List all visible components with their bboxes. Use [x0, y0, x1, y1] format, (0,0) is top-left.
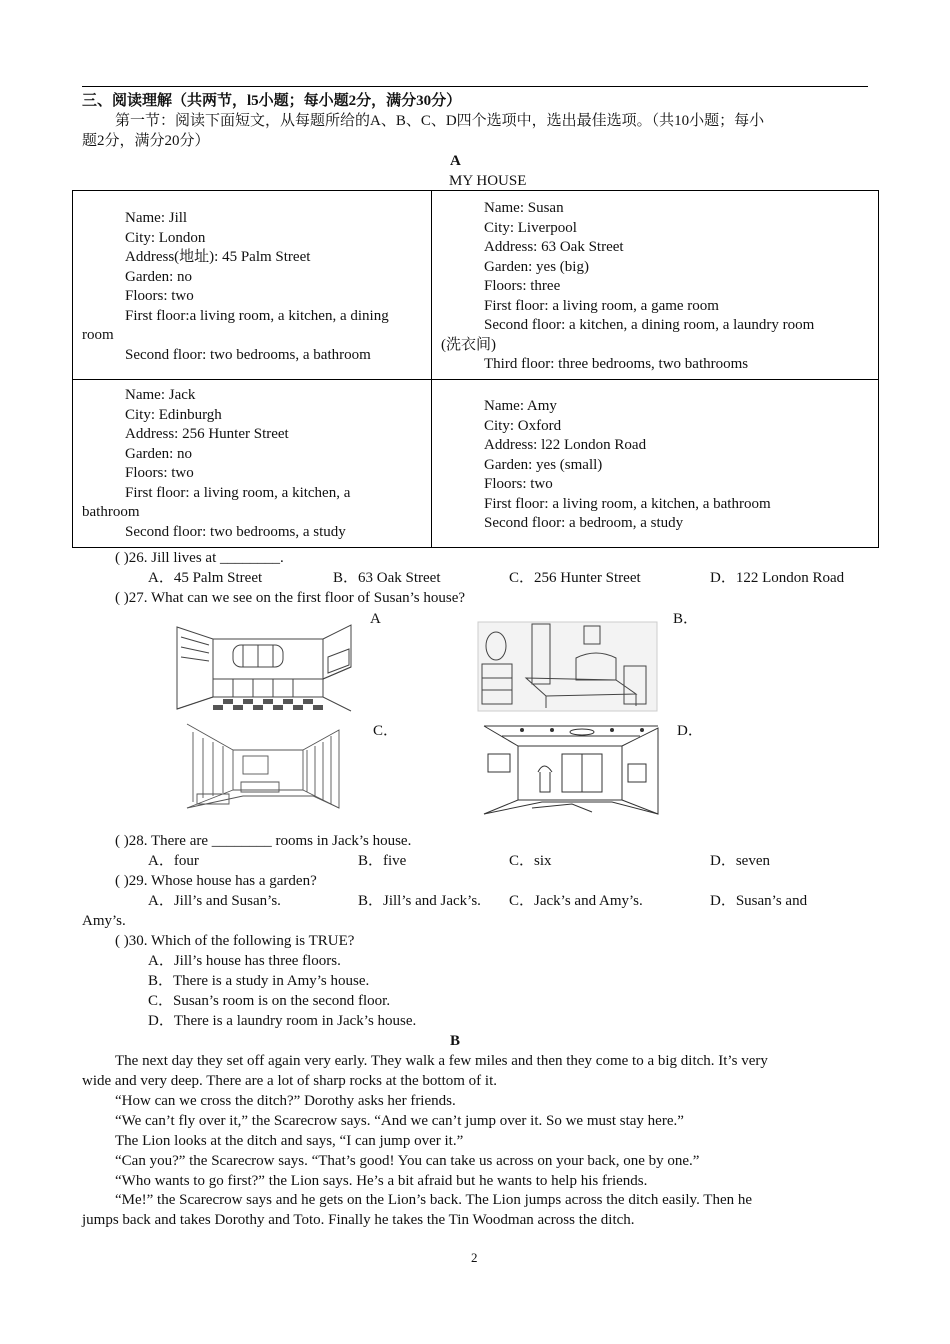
- bedroom-sketch-image: [476, 620, 659, 713]
- jill-garden: Garden: no: [125, 268, 193, 285]
- jill-first-floor: First floor:a living room, a kitchen, a dining: [125, 307, 389, 324]
- passage-b-line-9: jumps back and takes Dorothy and Toto. Finally he takes the Tin Woodman across the ditch.: [82, 1212, 635, 1228]
- susan-floors: Floors: three: [484, 278, 561, 294]
- q26-option-c: C．256 Hunter Street: [509, 570, 641, 586]
- cell-jack: [73, 380, 432, 548]
- q30-option-d: D．There is a laundry room in Jack’s house.: [148, 1013, 417, 1029]
- q28-option-b: B．five: [358, 853, 407, 869]
- susan-garden: Garden: yes (big): [484, 258, 589, 275]
- q29-option-b: B．Jill’s and Jack’s.: [358, 893, 481, 909]
- section-title: 三、阅读理解（共两节，l5小题；每小题2分，满分30分）: [82, 93, 462, 109]
- jack-second-floor: Second floor: two bedrooms, a study: [125, 523, 346, 540]
- jill-address: Address(地址): 45 Palm Street: [125, 249, 311, 265]
- q26-option-a: A．45 Palm Street: [148, 570, 263, 586]
- q27-option-a-label: A: [370, 611, 381, 627]
- amy-name: Name: Amy: [484, 398, 557, 414]
- susan-name: Name: Susan: [484, 200, 564, 216]
- cell-amy: [432, 380, 879, 548]
- amy-address: Address: l22 London Road: [484, 437, 647, 453]
- q26-option-b: B．63 Oak Street: [333, 570, 441, 586]
- amy-garden: Garden: yes (small): [484, 456, 603, 473]
- living-room-sketch-image: [183, 720, 343, 812]
- q29-option-d-cont: Amy’s.: [82, 913, 126, 929]
- jill-name: Name: Jill: [125, 210, 188, 226]
- passage-b-line-5: The Lion looks at the ditch and says, “I can jump over it.”: [115, 1133, 464, 1149]
- passage-b-line-3: “How can we cross the ditch?” Dorothy asks her friends.: [115, 1093, 456, 1109]
- q27-stem: ( )27. What can we see on the first floor of Susan’s house?: [115, 590, 466, 606]
- q30-option-a: A．Jill’s house has three floors.: [148, 953, 341, 969]
- q28-option-c: C．six: [509, 853, 552, 869]
- q27-option-c-label: C．: [373, 723, 399, 739]
- susan-city: City: Liverpool: [484, 219, 577, 236]
- passage-b-line-4: “We can’t fly over it,” the Scarecrow says. “And we can’t jump over it. So we must stay here.”: [115, 1113, 684, 1129]
- jack-address: Address: 256 Hunter Street: [125, 426, 289, 442]
- jack-garden: Garden: no: [125, 445, 193, 462]
- susan-second-floor-cont: (洗衣间): [441, 336, 496, 353]
- q30-option-b: B．There is a study in Amy’s house.: [148, 973, 370, 989]
- q28-option-d: D．seven: [710, 853, 770, 869]
- instruction-line-2: 题2分，满分20分）: [82, 133, 210, 149]
- jack-first-floor: First floor: a living room, a kitchen, a: [125, 484, 351, 501]
- q28-option-a: A．four: [148, 853, 199, 869]
- page-number: 2: [471, 1250, 478, 1265]
- passage-b-line-2: wide and very deep. There are a lot of sharp rocks at the bottom of it.: [82, 1073, 497, 1089]
- susan-first-floor: First floor: a living room, a game room: [484, 297, 719, 314]
- jill-first-floor-cont: room: [82, 327, 114, 343]
- passage-b-line-8: “Me!” the Scarecrow says and he gets on the Lion’s back. The Lion jumps across the ditch easily. Then he: [115, 1192, 753, 1208]
- passage-a-title: MY HOUSE: [449, 173, 527, 189]
- q26-option-d: D．122 London Road: [710, 570, 845, 586]
- jill-second-floor: Second floor: two bedrooms, a bathroom: [125, 346, 371, 363]
- q30-option-c: C．Susan’s room is on the second floor.: [148, 993, 391, 1009]
- passage-b-line-7: “Who wants to go first?” the Lion says. He’s a bit afraid but he wants to help his friends.: [115, 1173, 648, 1189]
- amy-first-floor: First floor: a living room, a kitchen, a bathroom: [484, 495, 771, 512]
- jill-floors: Floors: two: [125, 288, 194, 304]
- q29-option-d: D．Susan’s and: [710, 893, 808, 909]
- q30-stem: ( )30. Which of the following is TRUE?: [115, 933, 355, 949]
- house-info-table: [72, 190, 879, 548]
- q28-stem: ( )28. There are ________ rooms in Jack’s house.: [115, 833, 412, 849]
- amy-city: City: Oxford: [484, 417, 562, 434]
- jack-first-floor-cont: bathroom: [82, 504, 140, 520]
- jill-city: City: London: [125, 229, 206, 246]
- q27-option-b-label: B．: [673, 611, 699, 627]
- susan-third-floor: Third floor: three bedrooms, two bathrooms: [484, 356, 749, 372]
- jack-name: Name: Jack: [125, 387, 196, 403]
- amy-second-floor: Second floor: a bedroom, a study: [484, 515, 684, 531]
- passage-b-line-6: “Can you?” the Scarecrow says. “That’s good! You can take us across on your back, one by one.”: [115, 1153, 700, 1169]
- cell-susan: [432, 191, 879, 380]
- q26-stem: ( )26. Jill lives at ________.: [115, 550, 284, 566]
- kitchen-sketch-image: [173, 617, 356, 713]
- game-room-sketch-image: [482, 724, 660, 817]
- header-rule: [82, 86, 868, 87]
- passage-b-line-1: The next day they set off again very early. They walk a few miles and then they come to a big ditch. It’s very: [115, 1053, 768, 1069]
- q27-option-d-label: D．: [677, 723, 703, 739]
- q29-option-a: A．Jill’s and Susan’s.: [148, 893, 281, 909]
- jack-floors: Floors: two: [125, 465, 194, 481]
- passage-a-letter: A: [450, 153, 461, 169]
- q29-option-c: C．Jack’s and Amy’s.: [509, 893, 643, 909]
- susan-second-floor: Second floor: a kitchen, a dining room, a laundry room: [484, 317, 815, 333]
- passage-b-letter: B: [450, 1033, 461, 1049]
- q29-stem: ( )29. Whose house has a garden?: [115, 873, 317, 889]
- cell-jill: [73, 191, 432, 380]
- susan-address: Address: 63 Oak Street: [484, 239, 624, 255]
- instruction-line-1: 第一节：阅读下面短文，从每题所给的A、B、C、D四个选项中，选出最佳选项。（共10小题；每小: [115, 113, 765, 129]
- amy-floors: Floors: two: [484, 476, 553, 492]
- jack-city: City: Edinburgh: [125, 406, 222, 423]
